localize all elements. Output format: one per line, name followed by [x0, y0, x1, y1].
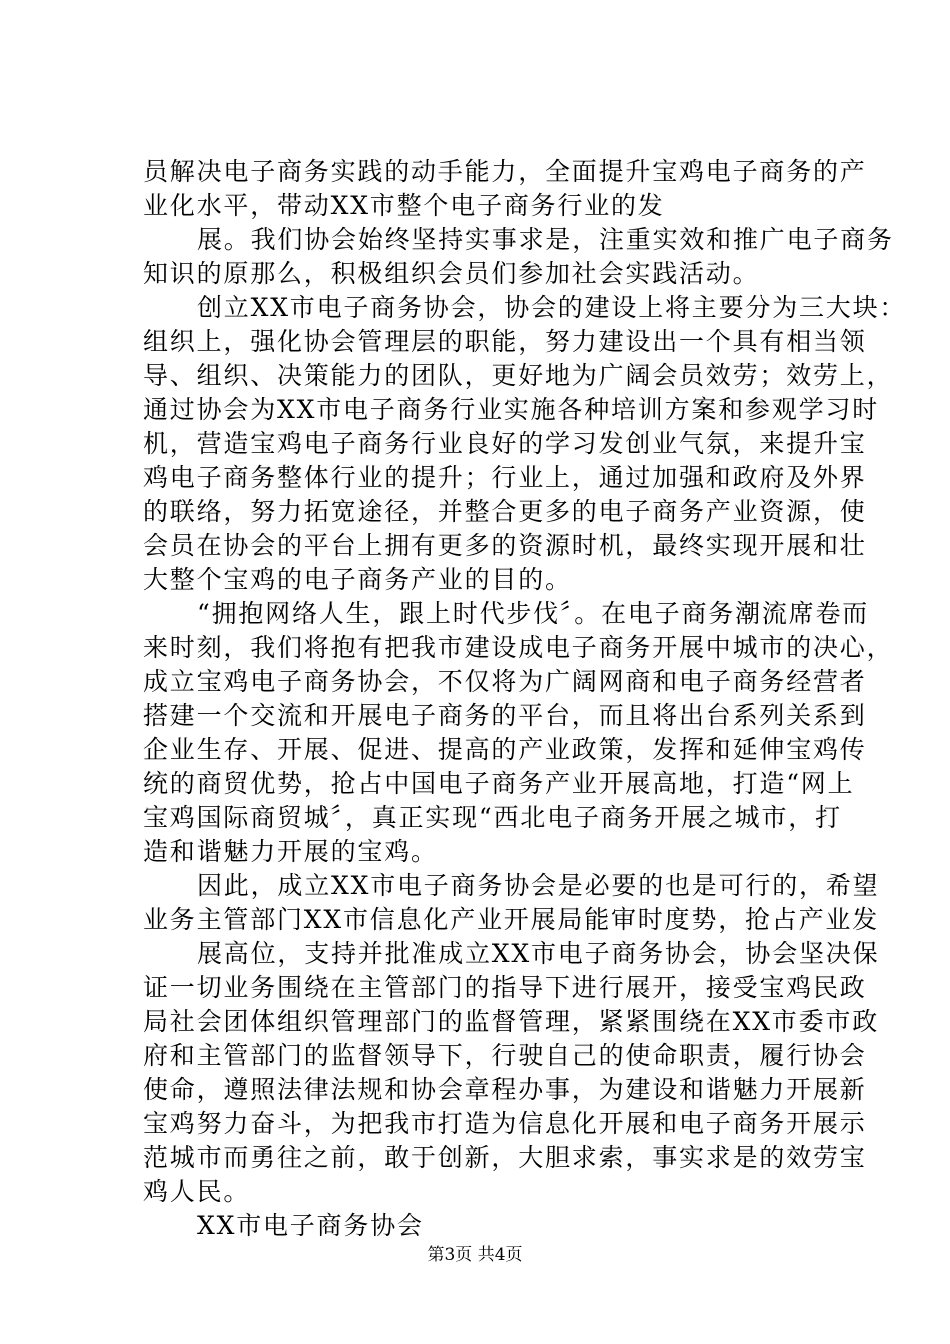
text-line: XX市电子商务协会: [197, 1211, 424, 1240]
text-line: 宝鸡国际商贸城〞，真正实现“西北电子商务开展之城市，打: [143, 803, 842, 832]
text-line: 展高位，支持并批准成立XX市电子商务协会，协会坚决保: [197, 939, 880, 968]
text-line: 展。我们协会始终坚持实事求是，注重实效和推广电子商务: [197, 225, 894, 254]
text-line: 的联络，努力拓宽途径，并整合更多的电子商务产业资源，使: [143, 497, 867, 526]
page-footer: 第3页 共4页: [427, 1245, 523, 1265]
text-line: 企业生存、开展、促进、提高的产业政策，发挥和延伸宝鸡传: [143, 735, 867, 764]
text-line: 知识的原那么，积极组织会员们参加社会实践活动。: [143, 259, 760, 288]
text-line: 员解决电子商务实践的动手能力，全面提升宝鸡电子商务的产: [143, 157, 867, 186]
text-line: “拥抱网络人生，跟上时代步伐〞。在电子商务潮流席卷而: [197, 599, 870, 628]
text-line: 证一切业务围绕在主管部门的指导下进行展开，接受宝鸡民政: [143, 973, 867, 1002]
text-line: 因此，成立XX市电子商务协会是必要的也是可行的，希望: [197, 871, 880, 900]
text-line: 鸡人民。: [143, 1177, 251, 1206]
text-line: 机，营造宝鸡电子商务行业良好的学习发创业气氛，来提升宝: [143, 429, 867, 458]
text-line: 搭建一个交流和开展电子商务的平台，而且将出台系列关系到: [143, 701, 867, 730]
text-line: 业化水平，带动XX市整个电子商务行业的发: [143, 191, 665, 220]
text-line: 府和主管部门的监督领导下，行驶自己的使命职责，履行协会: [143, 1041, 867, 1070]
text-line: 局社会团体组织管理部门的监督管理，紧紧围绕在XX市委市政: [143, 1007, 879, 1036]
text-line: 创立XX市电子商务协会，协会的建设上将主要分为三大块：: [197, 293, 907, 322]
text-line: 统的商贸优势，抢占中国电子商务产业开展高地，打造“网上: [143, 769, 855, 798]
text-line: 会员在协会的平台上拥有更多的资源时机，最终实现开展和壮: [143, 531, 867, 560]
text-line: 组织上，强化协会管理层的职能，努力建设出一个具有相当领: [143, 327, 867, 356]
text-line: 导、组织、决策能力的团队，更好地为广阔会员效劳；效劳上，: [143, 361, 894, 390]
text-line: 业务主管部门XX市信息化产业开展局能审时度势，抢占产业发: [143, 905, 879, 934]
text-line: 成立宝鸡电子商务协会，不仅将为广阔网商和电子商务经营者: [143, 667, 867, 696]
text-line: 鸡电子商务整体行业的提升；行业上，通过加强和政府及外界: [143, 463, 867, 492]
text-line: 宝鸡努力奋斗，为把我市打造为信息化开展和电子商务开展示: [143, 1109, 867, 1138]
text-line: 使命，遵照法律法规和协会章程办事，为建设和谐魅力开展新: [143, 1075, 867, 1104]
text-line: 大整个宝鸡的电子商务产业的目的。: [143, 565, 572, 594]
text-line: 范城市而勇往之前，敢于创新，大胆求索，事实求是的效劳宝: [143, 1143, 867, 1172]
document-body: [143, 155, 907, 1243]
text-line: 造和谐魅力开展的宝鸡。: [143, 837, 438, 866]
text-line: 通过协会为XX市电子商务行业实施各种培训方案和参观学习时: [143, 395, 879, 424]
text-line: 来时刻，我们将抱有把我市建设成电子商务开展中城市的决心，: [143, 633, 894, 662]
